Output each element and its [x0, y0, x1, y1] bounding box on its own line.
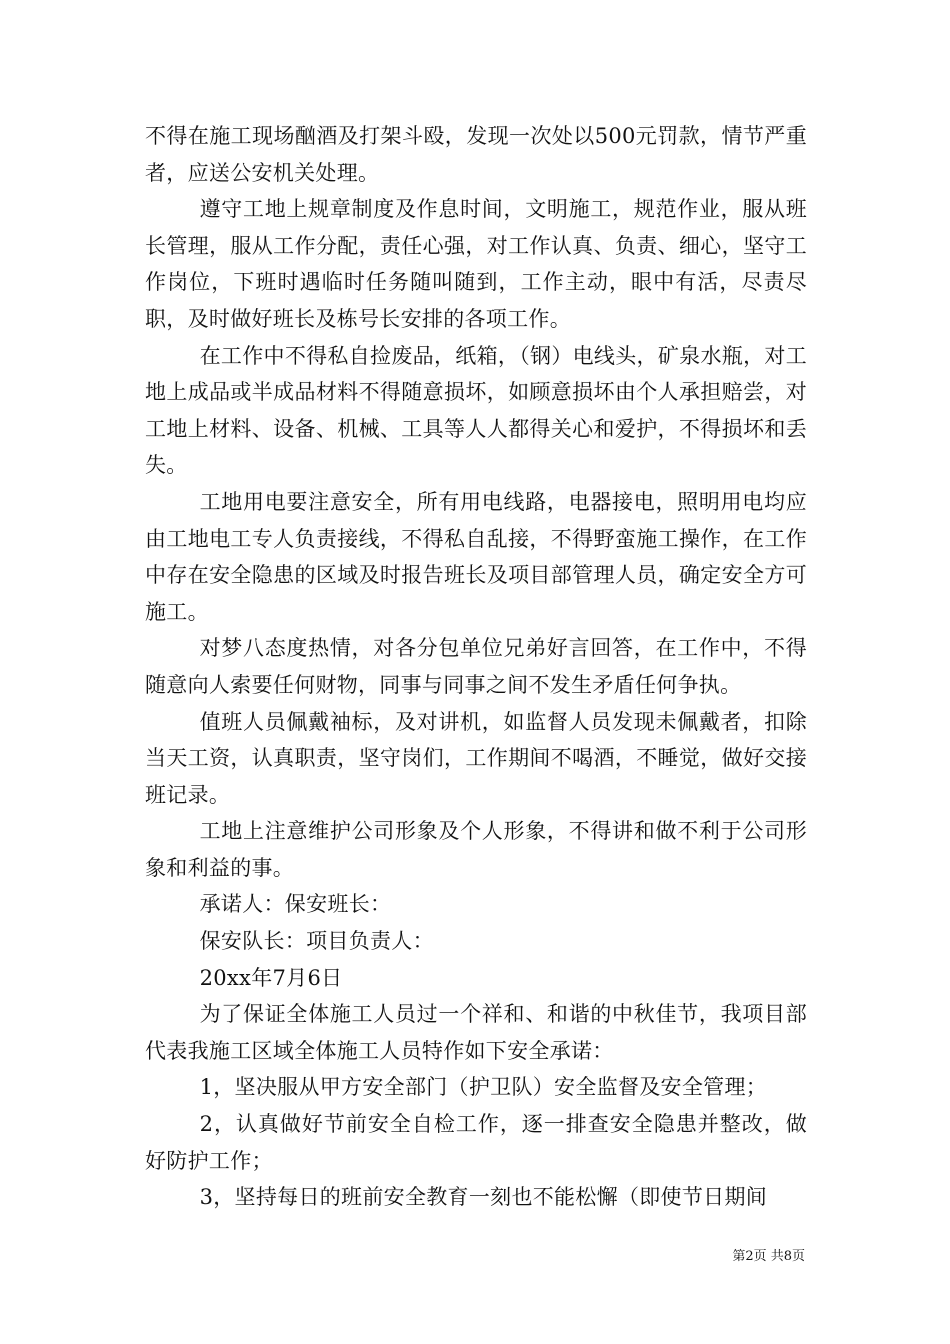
signature-line-promisor: 承诺人：保安班长：: [199, 892, 392, 917]
list-item: 2，认真做好节前安全自检工作，逐一排查安全隐患并整改，做好防护工作；: [145, 1112, 807, 1173]
paragraph: 工地用电要注意安全，所有用电线路，电器接电，照明用电均应由工地电工专人负责接线，不得私自乱接，不得野蛮施工操作，在工作中存在安全隐患的区域及时报告班长及项目部管理人员，确定安全方可施工。: [145, 489, 807, 624]
date-line: 20xx年7月6日: [199, 965, 343, 990]
signature-line-captain: 保安队长：项目负责人：: [199, 929, 434, 954]
page-number: 第2页 共8页: [732, 1249, 805, 1264]
paragraph: 对梦八态度热情，对各分包单位兄弟好言回答，在工作中，不得随意向人索要任何财物，同事与同事之间不发生矛盾任何争执。: [145, 636, 807, 697]
list-item: 3，坚持每日的班前安全教育一刻也不能松懈（即使节日期间: [199, 1185, 768, 1210]
paragraph: 工地上注意维护公司形象及个人形象，不得讲和做不利于公司形象和利益的事。: [145, 819, 807, 880]
paragraph: 在工作中不得私自捡废品，纸箱，（钢）电线头，矿泉水瓶，对工地上成品或半成品材料不得随意损坏，如顾意损坏由个人承担赔尝，对工地上材料、设备、机械、工具等人人都得关心和爱护，不得损坏和丢失。: [145, 343, 807, 478]
paragraph: 值班人员佩戴袖标，及对讲机，如监督人员发现未佩戴者，扣除当天工资，认真职责，坚守岗们，工作期间不喝酒，不睡觉，做好交接班记录。: [145, 709, 807, 807]
paragraph: 不得在施工现场酗酒及打架斗殴，发现一次处以500元罚款，情节严重者，应送公安机关处理。: [145, 124, 807, 185]
paragraph: 为了保证全体施工人员过一个祥和、和谐的中秋佳节，我项目部代表我施工区域全体施工人员特作如下安全承诺：: [145, 1002, 807, 1063]
paragraph: 遵守工地上规章制度及作息时间，文明施工，规范作业，服从班长管理，服从工作分配，责任心强，对工作认真、负责、细心，坚守工作岗位，下班时遇临时任务随叫随到，工作主动，眼中有活，尽责尽职，及时做好班长及栋号长安排的各项工作。: [145, 197, 807, 331]
list-item: 1，坚决服从甲方安全部门（护卫队）安全监督及安全管理；: [199, 1075, 768, 1100]
document-body: [145, 118, 807, 1216]
